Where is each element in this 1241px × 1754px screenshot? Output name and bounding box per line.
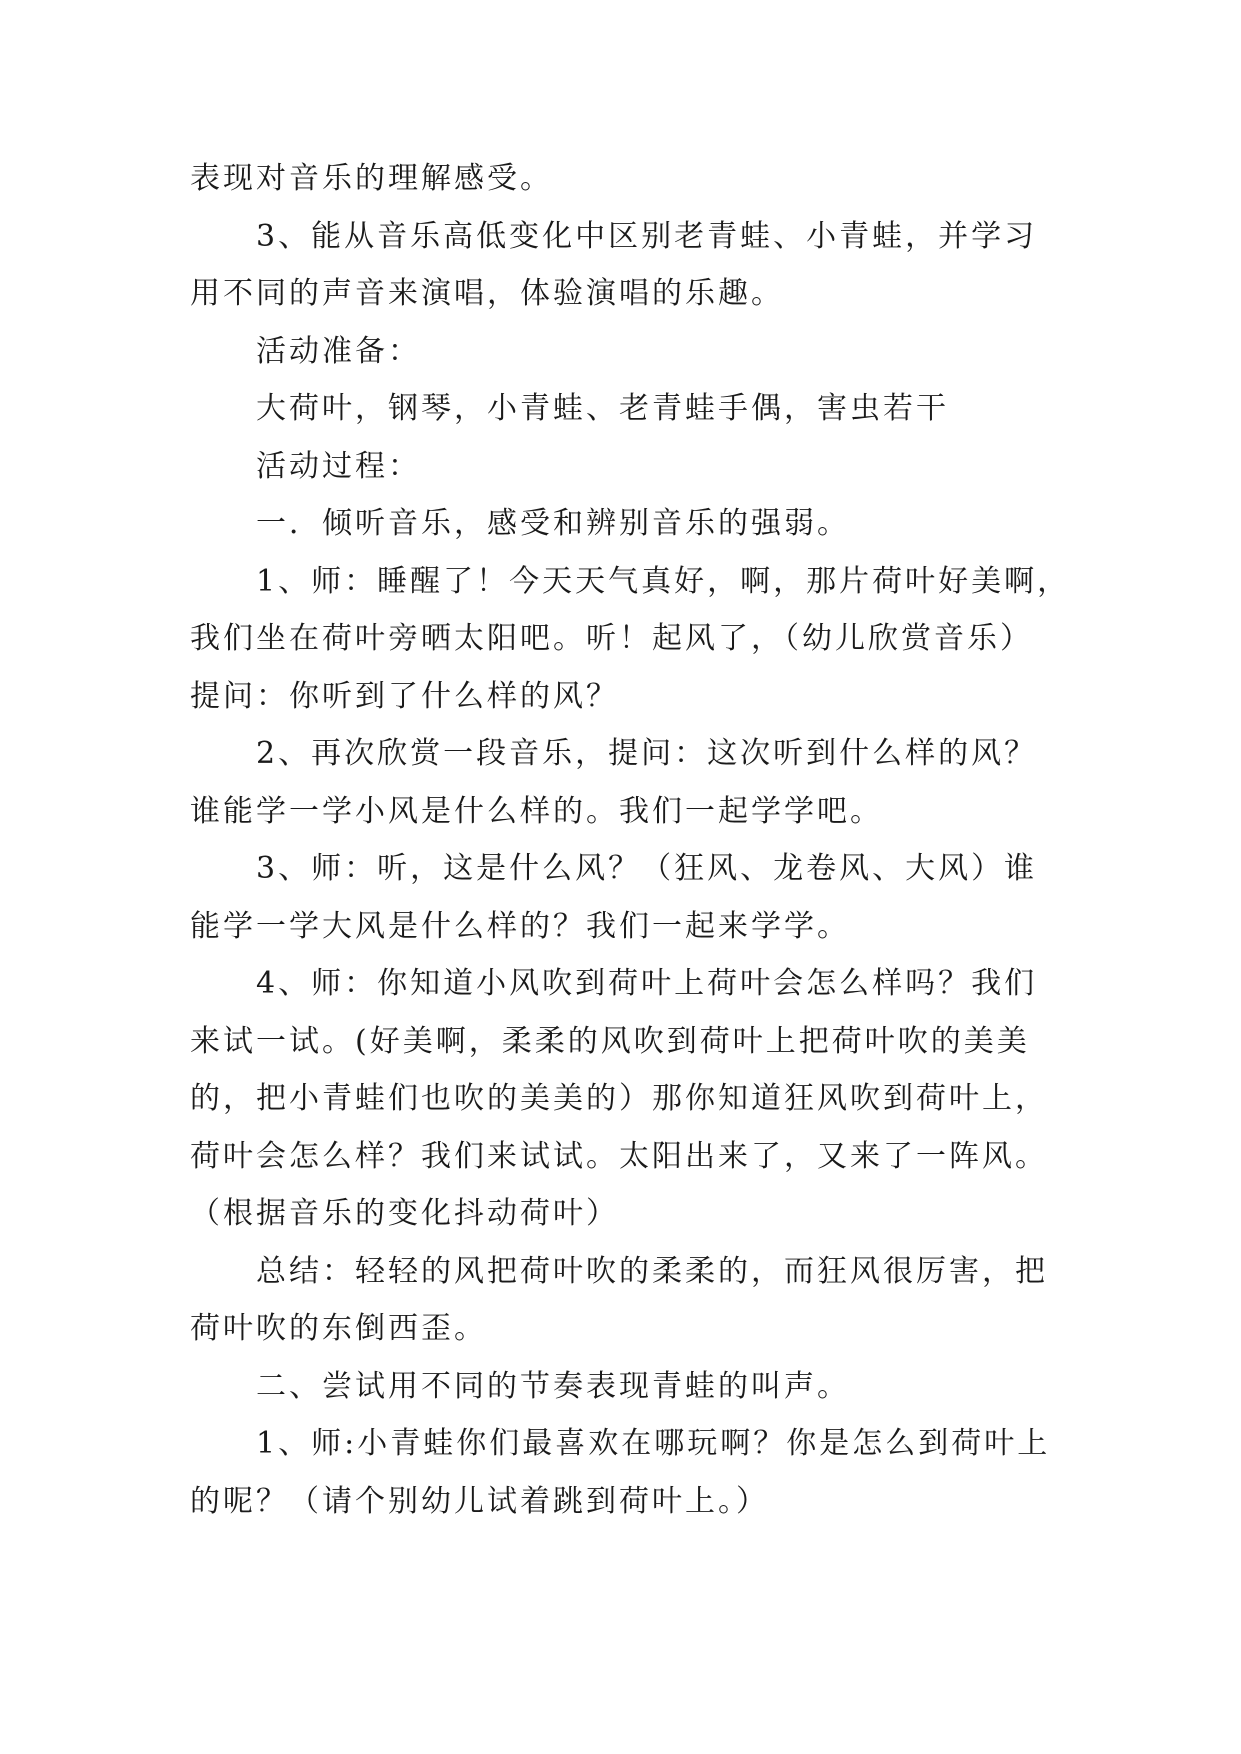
- text-line: 3、能从音乐高低变化中区别老青蛙、小青蛙，并学习: [256, 218, 1038, 254]
- text-line: 能学一学大风是什么样的？我们一起来学学。: [190, 908, 850, 944]
- text-line: 表现对音乐的理解感受。: [190, 161, 553, 196]
- text-line: 来试一试。(好美啊，柔柔的风吹到荷叶上把荷叶吹的美美: [190, 1023, 1030, 1059]
- text-line: 4、师：你知道小风吹到荷叶上荷叶会怎么样吗？我们: [256, 966, 1038, 1001]
- text-line: 提问：你听到了什么样的风？: [190, 678, 619, 714]
- section-heading: 二、尝试用不同的节奏表现青蛙的叫声。: [256, 1368, 850, 1404]
- section-heading: 活动准备：: [256, 333, 421, 369]
- document-body: [190, 150, 1070, 1530]
- text-line: （根据音乐的变化抖动荷叶）: [190, 1196, 619, 1231]
- text-line: 谁能学一学小风是什么样的。我们一起学学吧。: [190, 793, 883, 829]
- text-line: 3、师：听，这是什么风？（狂风、龙卷风、大风）谁: [256, 851, 1038, 886]
- text-line: 用不同的声音来演唱，体验演唱的乐趣。: [190, 276, 784, 311]
- text-line: 2、再次欣赏一段音乐，提问：这次听到什么样的风？: [256, 736, 1038, 771]
- text-line: 大荷叶，钢琴，小青蛙、老青蛙手偶，害虫若干: [256, 391, 949, 426]
- section-heading: 一．倾听音乐，感受和辨别音乐的强弱。: [256, 506, 850, 541]
- text-line: 我们坐在荷叶旁晒太阳吧。听！起风了，（幼儿欣赏音乐）: [190, 621, 1033, 656]
- section-heading: 活动过程：: [256, 448, 421, 484]
- text-line: 1、师:小青蛙你们最喜欢在哪玩啊？你是怎么到荷叶上: [256, 1426, 1051, 1461]
- text-line: 的呢？（请个别幼儿试着跳到荷叶上。）: [190, 1483, 769, 1519]
- text-line: 荷叶吹的东倒西歪。: [190, 1311, 487, 1346]
- text-line: 总结：轻轻的风把荷叶吹的柔柔的，而狂风很厉害，把: [256, 1253, 1048, 1289]
- text-line: 荷叶会怎么样？我们来试试。太阳出来了，又来了一阵风。: [190, 1138, 1048, 1174]
- text-line: 1、师：睡醒了！今天天气真好，啊，那片荷叶好美啊，: [256, 563, 1071, 599]
- text-line: 的，把小青蛙们也吹的美美的）那你知道狂风吹到荷叶上，: [190, 1081, 1048, 1116]
